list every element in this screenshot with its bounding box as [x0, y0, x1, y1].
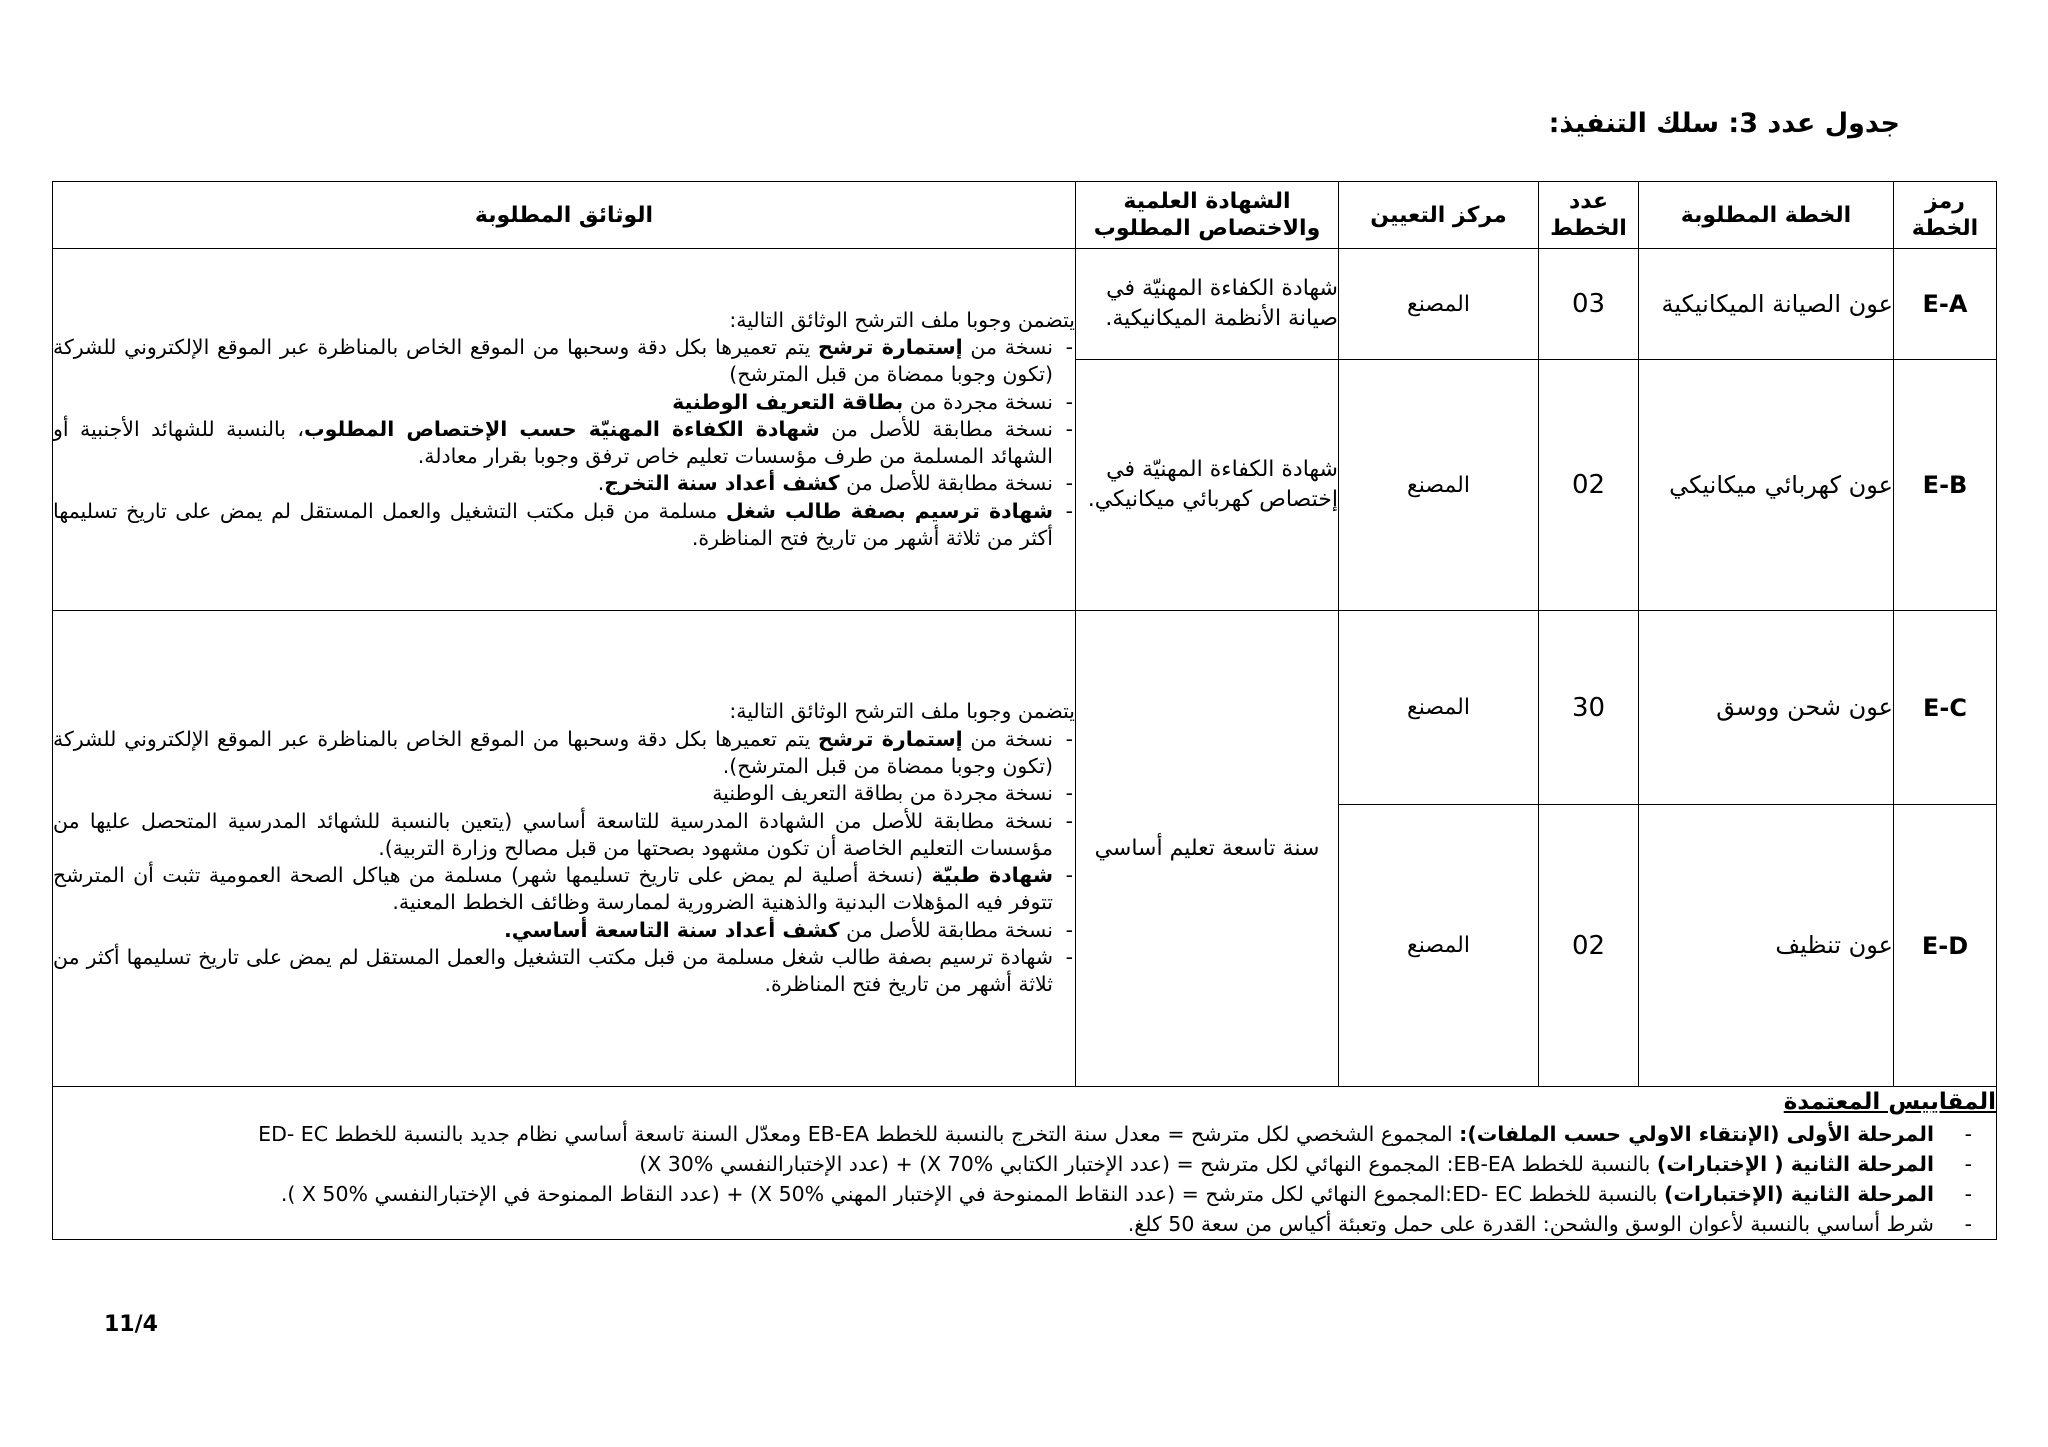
list-item: - نسخة مطابقة للأصل من شهادة الكفاءة المهنيّة حسب الإختصاص المطلوب، بالنسبة للشهائد الأجنبية أو الشهائد المسلمة من طرف مؤسسات تعليم خاص ترفق وجوبا بقرار معادلة.: [53, 416, 1075, 471]
page-title: جدول عدد 3: سلك التنفيذ:: [1548, 108, 1900, 139]
row-code: E-B: [1894, 360, 1997, 611]
docs-intro: يتضمن وجوبا ملف الترشح الوثائق التالية:: [729, 699, 1075, 724]
criteria-title: المقاييس المعتمدة: [1783, 1089, 1996, 1115]
row-count: 03: [1539, 249, 1639, 360]
documents-cell-ab: [53, 249, 1076, 611]
header-degree: الشهادة العلمية والاختصاص المطلوب: [1076, 182, 1339, 249]
header-code: رمز الخطة: [1894, 182, 1997, 249]
row-code: E-C: [1894, 611, 1997, 805]
row-plan: عون كهربائي ميكانيكي: [1639, 360, 1894, 611]
row-plan: عون شحن ووسق: [1639, 611, 1894, 805]
row-count: 02: [1539, 805, 1639, 1087]
row-degree: شهادة الكفاءة المهنيّة في إختصاص كهربائي ميكانيكي.: [1076, 360, 1339, 611]
header-docs: الوثائق المطلوبة: [53, 182, 1076, 249]
list-item: - نسخة من إستمارة ترشح يتم تعميرها بكل دقة وسحبها من الموقع الخاص بالمناظرة عبر الموقع الإلكتروني للشركة (تكون وجوبا ممضاة من قبل المترشح).: [53, 726, 1075, 781]
row-degree-shared: سنة تاسعة تعليم أساسي: [1076, 611, 1339, 1087]
list-item: - المرحلة الثانية (الإختبارات) بالنسبة للخطط ED- EC:المجموع النهائي لكل مترشح = (عدد النقاط الممنوحة في الإختبار المهني X 50%) + (عدد النقاط الممنوحة في الإختبارالنفسي X 50% ).: [53, 1179, 1974, 1209]
row-plan: عون تنظيف: [1639, 805, 1894, 1087]
row-center: المصنع: [1339, 249, 1539, 360]
docs-list: [53, 334, 1075, 552]
list-item: - شهادة ترسيم بصفة طالب شغل مسلمة من قبل مكتب التشغيل والعمل المستقل لم يمض على تاريخ تسليمها أكثر من ثلاثة أشهر من تاريخ فتح المناظرة.: [53, 944, 1075, 999]
row-center: المصنع: [1339, 611, 1539, 805]
list-item: - شهادة طبيّة (نسخة أصلية لم يمض على تاريخ تسليمها شهر) مسلمة من هياكل الصحة العمومية تثبت أن المترشح تتوفر فيه المؤهلات البدنية والذهنية الضرورية لممارسة وظائف الخطط المعنية.: [53, 862, 1075, 917]
list-item: - نسخة مطابقة للأصل من كشف أعداد سنة التاسعة أساسي.: [53, 917, 1075, 944]
row-code: E-D: [1894, 805, 1997, 1087]
row-count: 02: [1539, 360, 1639, 611]
list-item: - المرحلة الثانية ( الإختبارات) بالنسبة للخطط EB-EA: المجموع النهائي لكل مترشح = (عدد الإختبار الكتابي X 70%) + (عدد الإختبارالنفسي X 30%): [53, 1149, 1974, 1179]
criteria-row: [53, 1087, 1997, 1240]
list-item: - المرحلة الأولى (الإنتقاء الاولي حسب الملفات): المجموع الشخصي لكل مترشح = معدل سنة التخرج بالنسبة للخطط EB-EA ومعدّل السنة تاسعة أساسي نظام جديد بالنسبة للخطط ED- EC: [53, 1119, 1974, 1149]
list-item: - نسخة مطابقة للأصل من كشف أعداد سنة التخرج.: [53, 470, 1075, 497]
header-center: مركز التعيين: [1339, 182, 1539, 249]
list-item: - نسخة مجردة من بطاقة التعريف الوطنية: [53, 780, 1075, 807]
documents-cell-cd: [53, 611, 1076, 1087]
page-number: 11/4: [104, 1312, 158, 1337]
row-plan: عون الصيانة الميكانيكية: [1639, 249, 1894, 360]
header-count: عدد الخطط: [1539, 182, 1639, 249]
plans-table: [52, 181, 1997, 1240]
row-code: E-A: [1894, 249, 1997, 360]
list-item: - نسخة من إستمارة ترشح يتم تعميرها بكل دقة وسحبها من الموقع الخاص بالمناظرة عبر الموقع الإلكتروني للشركة (تكون وجوبا ممضاة من قبل المترشح): [53, 334, 1075, 389]
list-item: - شرط أساسي بالنسبة لأعوان الوسق والشحن: القدرة على حمل وتعبئة أكياس من سعة 50 كلغ.: [53, 1209, 1974, 1239]
list-item: - نسخة مجردة من بطاقة التعريف الوطنية: [53, 389, 1075, 416]
table-row: [53, 611, 1997, 805]
criteria-list: [53, 1119, 1996, 1239]
table-header-row: [53, 182, 1997, 249]
row-degree: شهادة الكفاءة المهنيّة في صيانة الأنظمة الميكانيكية.: [1076, 249, 1339, 360]
row-count: 30: [1539, 611, 1639, 805]
list-item: - نسخة مطابقة للأصل من الشهادة المدرسية للتاسعة أساسي (يتعين بالنسبة للشهائد المدرسية المتحصل عليها من مؤسسات التعليم الخاصة أن تكون مشهود بصحتها من قبل مصالح وزارة التربية).: [53, 808, 1075, 863]
docs-intro: يتضمن وجوبا ملف الترشح الوثائق التالية:: [729, 307, 1075, 332]
row-center: المصنع: [1339, 805, 1539, 1087]
header-plan: الخطة المطلوبة: [1639, 182, 1894, 249]
row-center: المصنع: [1339, 360, 1539, 611]
table-row: [53, 249, 1997, 360]
criteria-cell: [53, 1087, 1997, 1240]
list-item: - شهادة ترسيم بصفة طالب شغل مسلمة من قبل مكتب التشغيل والعمل المستقل لم يمض على تاريخ تسليمها أكثر من ثلاثة أشهر من تاريخ فتح المناظرة.: [53, 498, 1075, 553]
docs-list: [53, 726, 1075, 999]
